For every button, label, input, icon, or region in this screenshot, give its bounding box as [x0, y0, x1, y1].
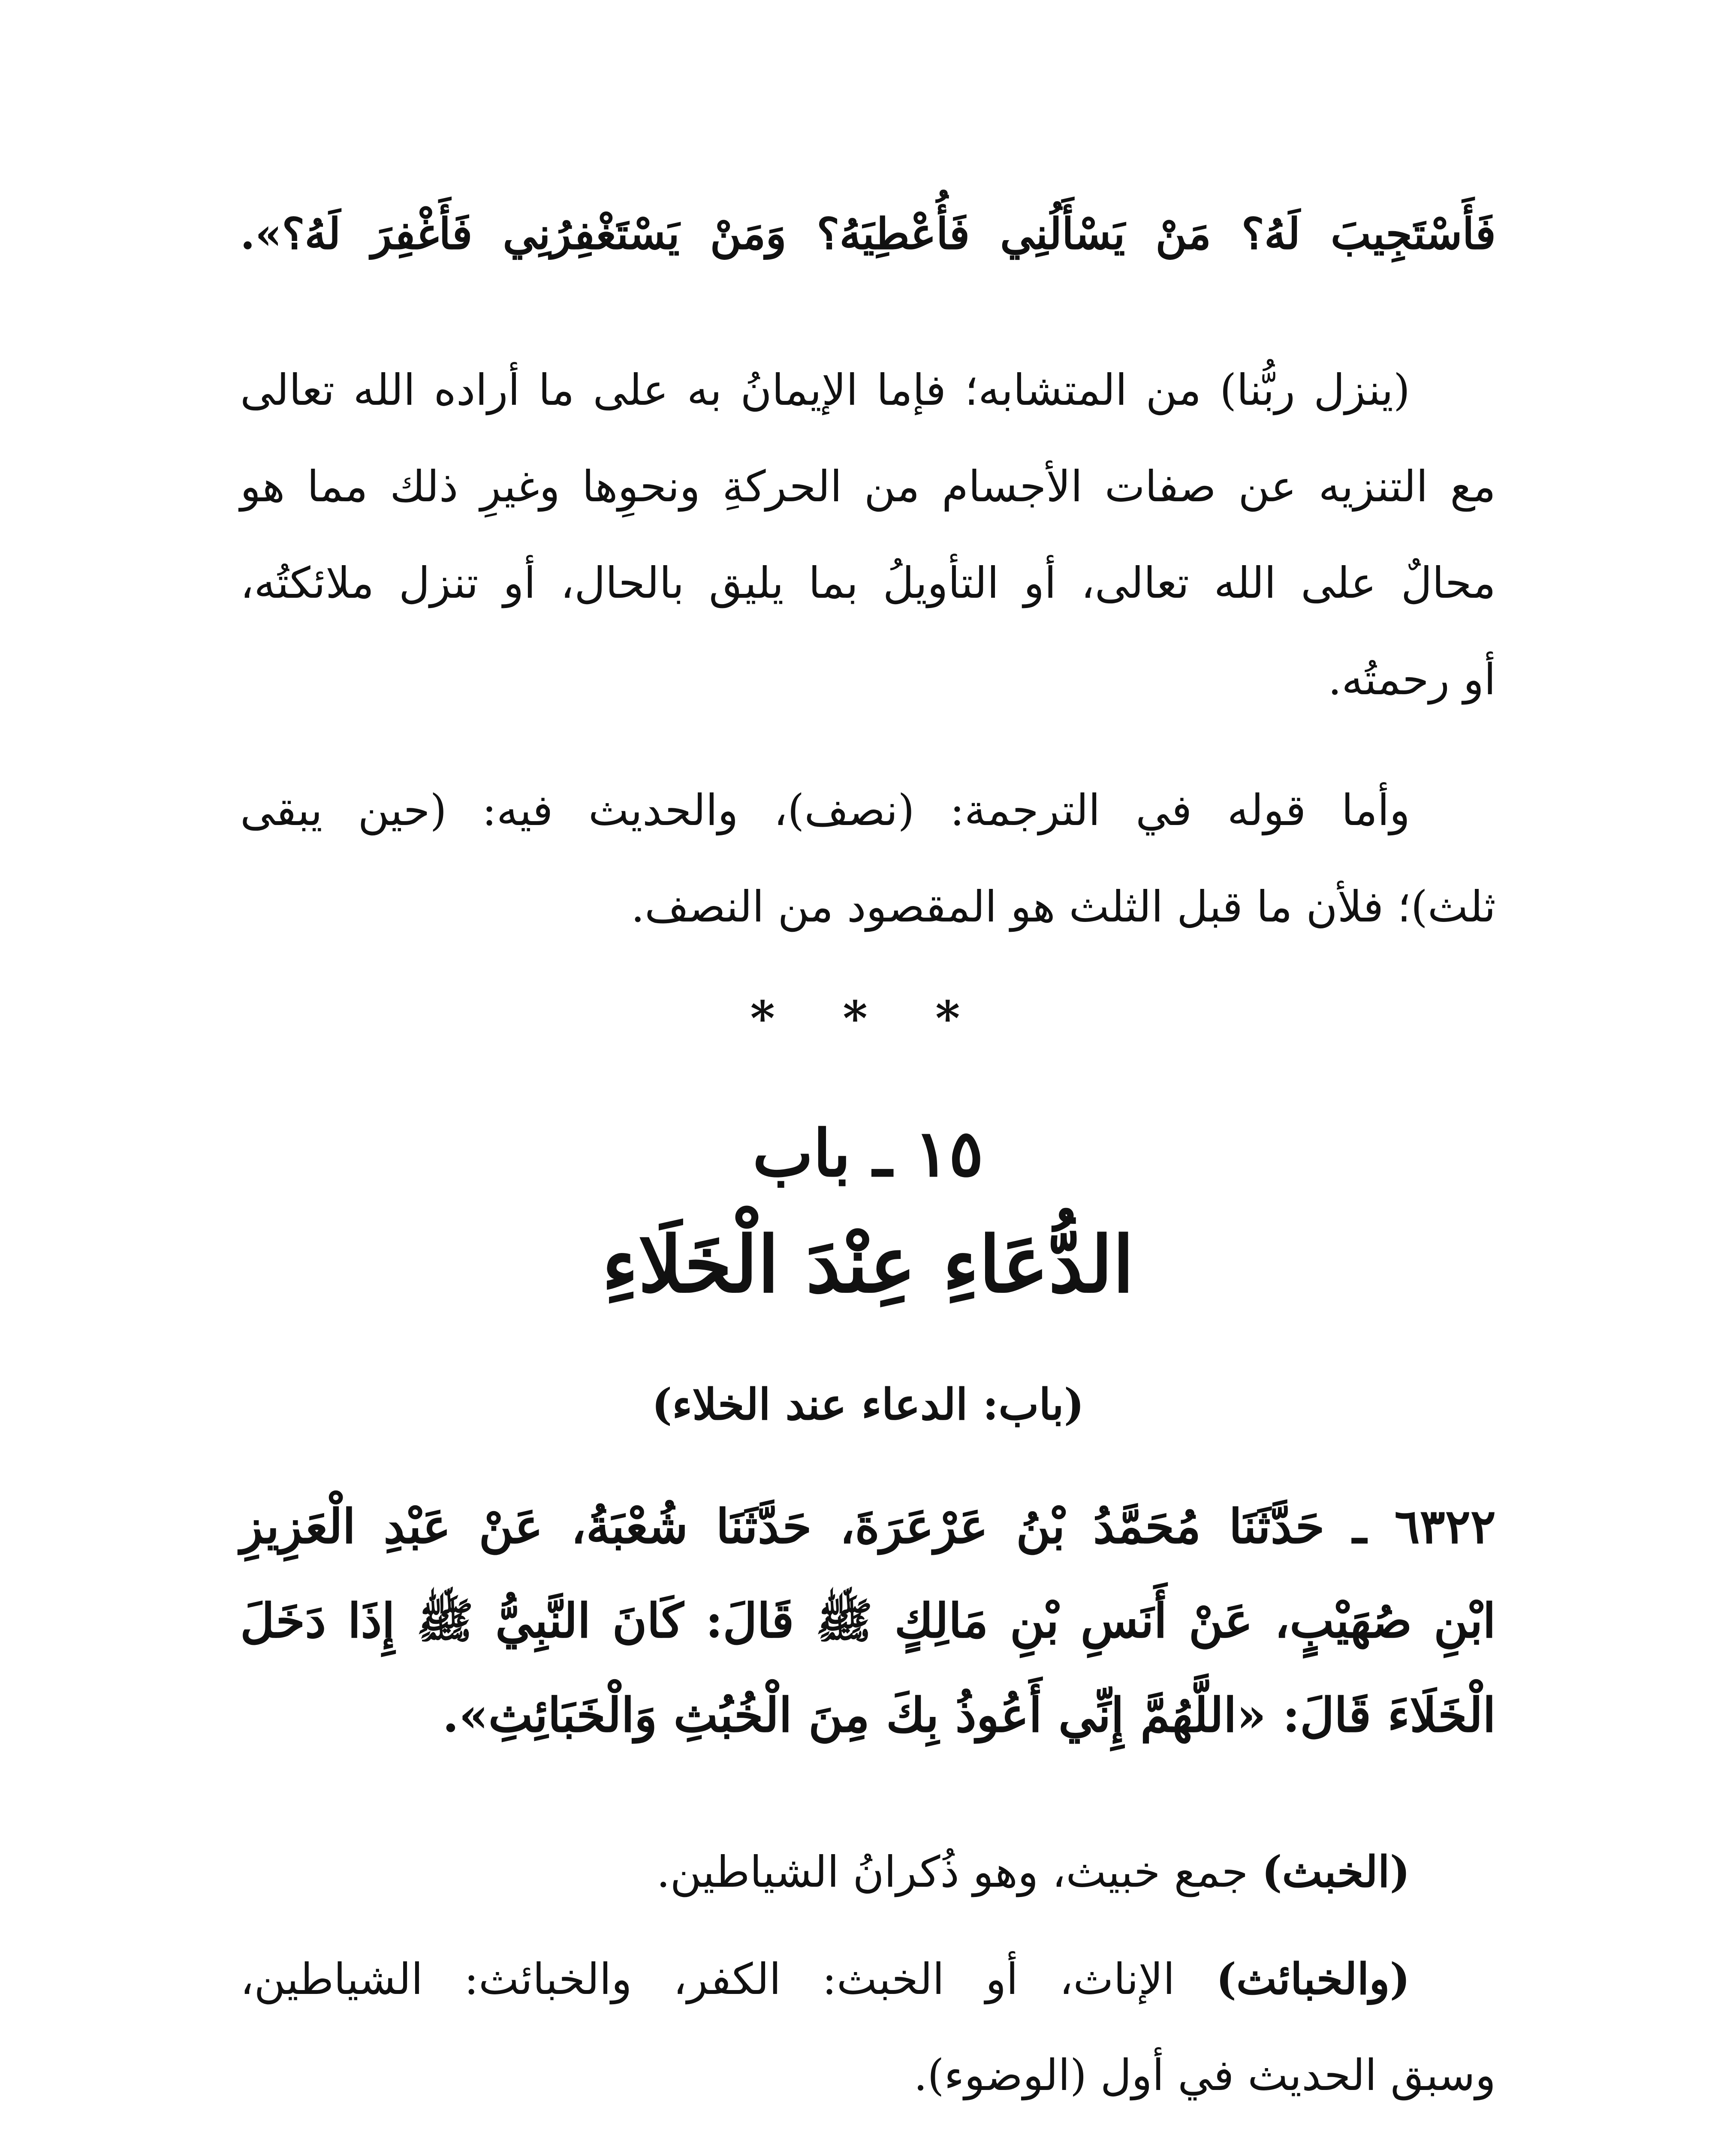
- translation-note-line-2: ثلث)؛ فلأن ما قبل الثلث هو المقصود من النصف.: [631, 882, 1496, 932]
- note-term: (الخبث): [1262, 1846, 1410, 1897]
- chapter-title: الدُّعَاءِ عِنْدَ الْخَلَاءِ: [602, 1220, 1134, 1310]
- commentary-line-2: مع التنزيه عن صفات الأجسام من الحركةِ ونحوِها وغيرِ ذلك مما هو: [240, 461, 1496, 512]
- note-text: الإناث، أو الخبث: الكفر، والخبائث: الشياطين،: [240, 1954, 1216, 2004]
- hadith-ending-line: فَأَسْتَجِيبَ لَهُ؟ مَنْ يَسْأَلُنِي فَأُعْطِيَهُ؟ وَمَنْ يَسْتَغْفِرُنِي فَأَغْفِرَ لَهُ؟».: [240, 208, 1496, 259]
- commentary-line-3: محالٌ على الله تعالى، أو التأويلُ بما يليق بالحال، أو تنزل ملائكتُه،: [240, 558, 1496, 608]
- note-term: (والخبائث): [1216, 1954, 1410, 2004]
- section-separator: * * *: [750, 991, 986, 1046]
- chapter-subheading: (باب: الدعاء عند الخلاء): [651, 1379, 1085, 1430]
- hadith-line-3: الْخَلَاءَ قَالَ: «اللَّهُمَّ إِنِّي أَعُوذُ بِكَ مِنَ الْخُبُثِ وَالْخَبَائِثِ».: [442, 1687, 1496, 1743]
- commentary-line-4: أو رحمتُه.: [1328, 654, 1496, 705]
- note-khubth: [240, 1840, 1496, 1904]
- commentary-line-1: (ينزل ربُّنا) من المتشابه؛ فإما الإيمانُ به على ما أراده الله تعالى: [240, 365, 1410, 415]
- hadith-line-2: ابْنِ صُهَيْبٍ، عَنْ أَنَسِ بْنِ مَالِكٍ ﷺ قَالَ: كَانَ النَّبِيُّ ﷺ إِذَا دَخَلَ: [240, 1593, 1496, 1648]
- hadith-line-1: ٦٣٢٢ ـ حَدَّثَنَا مُحَمَّدُ بْنُ عَرْعَرَةَ، حَدَّثَنَا شُعْبَةُ، عَنْ عَبْدِ الْعَزِيزِ: [240, 1499, 1496, 1554]
- chapter-number: ١٥ ـ باب: [752, 1116, 984, 1191]
- note-khabaith-continued: وسبق الحديث في أول (الوضوء).: [913, 2050, 1496, 2100]
- translation-note-line-1: وأما قوله في الترجمة: (نصف)، والحديث فيه: (حين يبقى: [240, 785, 1410, 835]
- note-khabaith: [240, 1947, 1496, 2012]
- note-text: جمع خبيث، وهو ذُكرانُ الشياطين.: [656, 1847, 1262, 1897]
